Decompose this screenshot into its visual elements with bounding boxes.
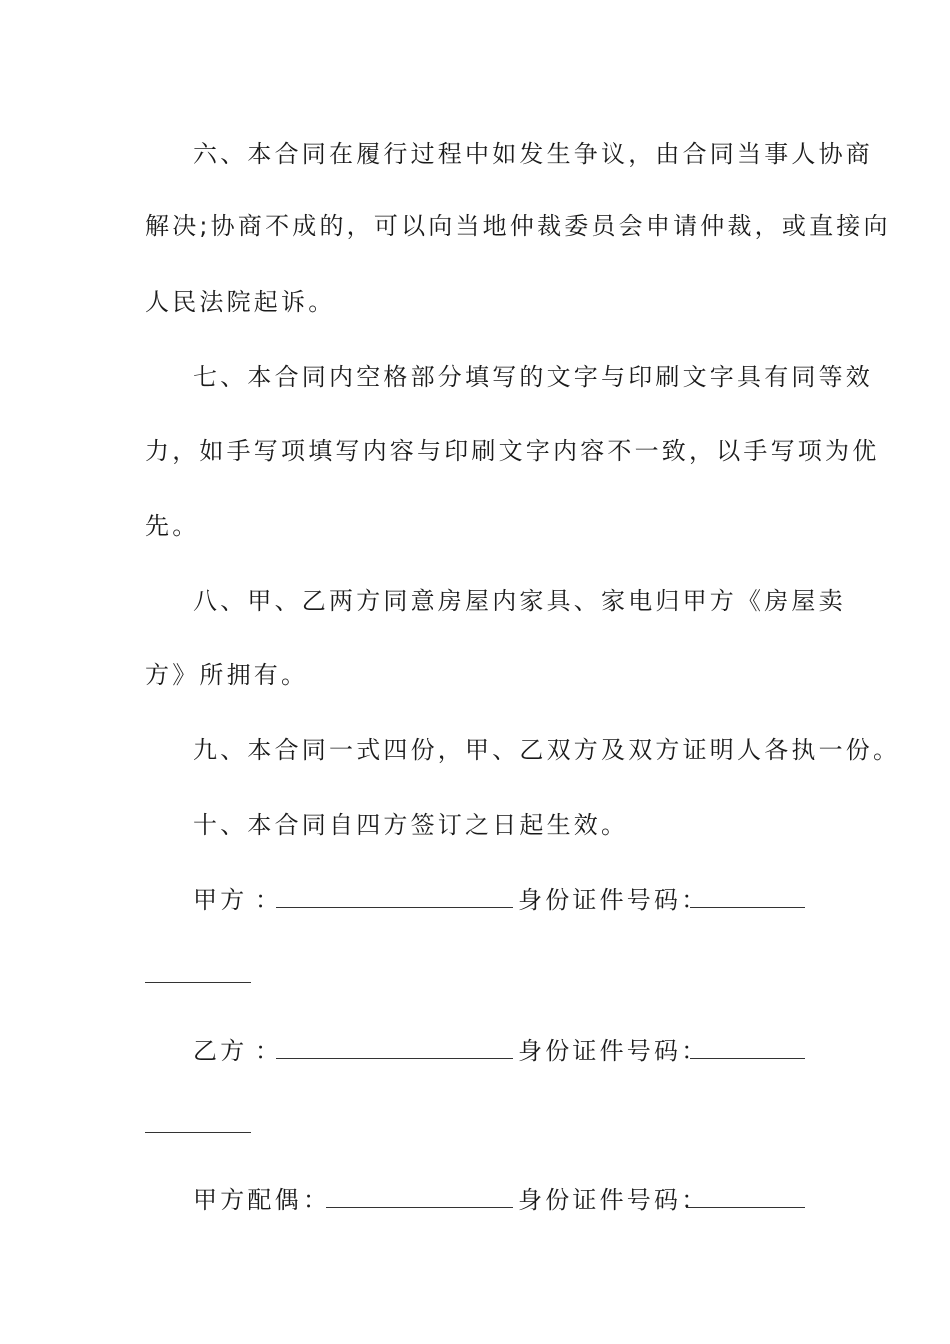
- clause-six-line-3: 人民法院起诉。: [145, 288, 336, 316]
- signature-party-a-colon: ：: [255, 886, 283, 914]
- signature-party-b-name-field[interactable]: [276, 1058, 513, 1059]
- signature-party-b-label: 乙方: [193, 1037, 248, 1065]
- signature-spouse-label: 甲方配偶: [193, 1186, 302, 1214]
- signature-spouse-id-label: 身份证件号码：: [518, 1186, 709, 1214]
- signature-party-b-id-field[interactable]: [690, 1058, 805, 1059]
- clause-seven-line-3: 先。: [145, 512, 200, 540]
- signature-party-a-id-label: 身份证件号码：: [518, 886, 709, 914]
- clause-six-line-2: 解决;协商不成的，可以向当地仲裁委员会申请仲裁，或直接向: [145, 212, 891, 240]
- signature-party-b-colon: ：: [255, 1037, 283, 1065]
- clause-nine-line-1: 九、本合同一式四份，甲、乙双方及双方证明人各执一份。: [193, 736, 901, 764]
- signature-party-a-id-field-continued[interactable]: [145, 982, 251, 983]
- signature-party-a-id-field[interactable]: [690, 907, 805, 908]
- signature-party-b-id-label: 身份证件号码：: [518, 1037, 709, 1065]
- signature-spouse-id-field[interactable]: [686, 1207, 805, 1208]
- signature-party-b-id-field-continued[interactable]: [145, 1132, 251, 1133]
- clause-seven-line-1: 七、本合同内空格部分填写的文字与印刷文字具有同等效: [193, 363, 873, 391]
- signature-party-a-name-field[interactable]: [276, 907, 513, 908]
- signature-spouse-name-field[interactable]: [326, 1207, 513, 1208]
- clause-eight-line-1: 八、甲、乙两方同意房屋内家具、家电归甲方《房屋卖: [193, 587, 846, 615]
- signature-party-a-label: 甲方: [193, 886, 248, 914]
- clause-eight-line-2: 方》所拥有。: [145, 661, 309, 689]
- clause-six-line-1: 六、本合同在履行过程中如发生争议，由合同当事人协商: [193, 140, 873, 168]
- signature-spouse-colon: ：: [303, 1186, 331, 1214]
- clause-seven-line-2: 力，如手写项填写内容与印刷文字内容不一致，以手写项为优: [145, 437, 880, 465]
- clause-ten-line-1: 十、本合同自四方签订之日起生效。: [193, 811, 629, 839]
